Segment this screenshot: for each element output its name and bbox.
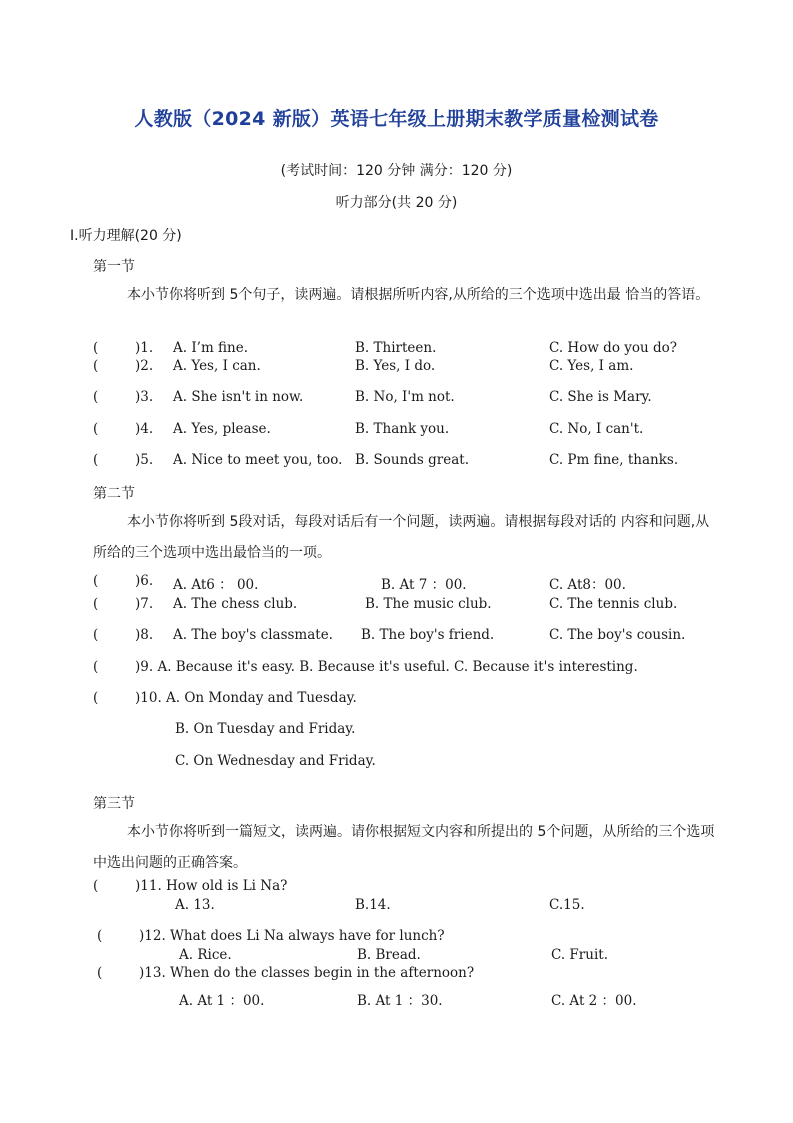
option-c: C. The tennis club.: [549, 596, 678, 612]
option-a: A. Rice.: [179, 947, 232, 963]
option-a: A. I’m fine.: [173, 340, 249, 356]
option-b: B. Bread.: [357, 947, 421, 963]
answer-paren: (: [93, 421, 99, 437]
option-c: C. Fruit.: [551, 947, 608, 963]
option-a: A. She isn't in now.: [173, 389, 304, 405]
option-b: B. Thank you.: [355, 421, 450, 437]
option-b: B. The boy's friend.: [361, 627, 495, 643]
option-a: A. Yes, I can.: [173, 358, 261, 374]
option-a: A. At6 ： 00.: [173, 577, 259, 593]
option-b: B. Sounds great.: [355, 452, 469, 468]
option-c: C. Yes, I am.: [549, 358, 634, 374]
option-c: C. On Wednesday and Friday.: [175, 753, 376, 769]
sec1-instruction: 本小节你将听到 5个句子，读两遍。请根据所听内容,从所给的三个选项中选出最 恰当的答语。: [127, 287, 710, 303]
option-b: B. At 1 ：30.: [357, 993, 443, 1009]
option-c: C. At 2 ：00.: [551, 993, 637, 1009]
question-stem: )13. When do the classes begin in the afternoon?: [139, 965, 475, 981]
sec3-heading: 第三节: [93, 796, 135, 812]
question-number: )3.: [135, 389, 154, 405]
answer-paren: (: [93, 627, 99, 643]
sec3-instruction: 本小节你将听到一篇短文，读两遍。请你根据短文内容和所提出的 5个问题，从所给的三个选项中选出问题的正确答案。: [93, 824, 715, 871]
part-title: 听力部分(共 20 分): [335, 195, 458, 211]
answer-paren: (: [93, 340, 99, 356]
sec2-instruction: 本小节你将听到 5段对话，每段对话后有一个问题，读两遍。请根据每段对话的 内容和问题,从所给的三个选项中选出最恰当的一项。: [93, 514, 710, 561]
option-c: C. She is Mary.: [549, 389, 652, 405]
answer-paren: (: [93, 659, 99, 675]
option-a: A. Nice to meet you, too.: [173, 452, 343, 468]
answer-paren: (: [93, 389, 99, 405]
option-b: B. Yes, I do.: [355, 358, 436, 374]
option-b: B. No, I'm not.: [355, 389, 455, 405]
answer-paren: (: [93, 690, 99, 706]
question-stem: )11. How old is Li Na?: [135, 878, 288, 894]
question-number: )5.: [135, 452, 154, 468]
exam-title: 人教版（2024 新版）英语七年级上册期末教学质量检测试卷: [134, 108, 659, 130]
question-number: )4.: [135, 421, 154, 437]
question-number: )8.: [135, 627, 154, 643]
answer-paren: (: [93, 452, 99, 468]
option-a: A. The chess club.: [173, 596, 298, 612]
option-a: A. 13.: [175, 897, 215, 913]
option-a: A. At 1 ：00.: [179, 993, 265, 1009]
option-c: C. No, I can't.: [549, 421, 644, 437]
option-c: C. How do you do?: [549, 340, 677, 356]
option-a: A. On Monday and Tuesday.: [166, 690, 357, 706]
section-heading: I.听力理解(20 分): [70, 228, 182, 244]
option-b: B. The music club.: [365, 596, 492, 612]
answer-paren: (: [93, 573, 99, 589]
answer-paren: (: [93, 878, 99, 894]
question-stem: )12. What does Li Na always have for lunch?: [139, 928, 445, 944]
answer-paren: (: [93, 358, 99, 374]
question-number: )7.: [135, 596, 154, 612]
answer-paren: (: [93, 596, 99, 612]
question-number: )6.: [135, 573, 154, 589]
option-a: A. The boy's classmate.: [173, 627, 333, 643]
option-b: B. On Tuesday and Friday.: [175, 721, 356, 737]
answer-paren: (: [97, 965, 103, 981]
sec2-heading: 第二节: [93, 486, 135, 502]
option-c: C.15.: [549, 897, 585, 913]
option-b: B. At 7 ：00.: [381, 577, 467, 593]
option-a: A. Yes, please.: [173, 421, 271, 437]
question-number: )1.: [135, 340, 154, 356]
option-b: B. Thirteen.: [355, 340, 437, 356]
question-number: )2.: [135, 358, 154, 374]
option-b: B.14.: [355, 897, 391, 913]
question-number: )10.: [135, 690, 162, 706]
question-text: )9. A. Because it's easy. B. Because it's useful. C. Because it's interesting.: [135, 659, 638, 675]
option-c: C. The boy's cousin.: [549, 627, 686, 643]
option-c: C. Pm fine, thanks.: [549, 452, 679, 468]
option-c: C. At8：00.: [549, 577, 626, 593]
exam-info: (考试时间：120 分钟 满分：120 分): [280, 163, 513, 179]
answer-paren: (: [97, 928, 103, 944]
sec1-heading: 第一节: [93, 259, 135, 275]
